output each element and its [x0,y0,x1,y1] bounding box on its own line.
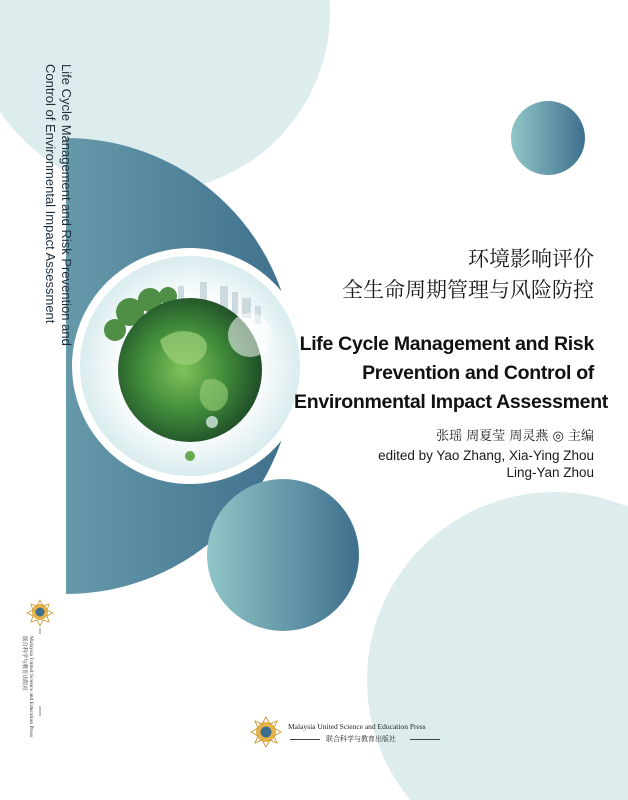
vertical-title-line1: Life Cycle Management and Risk Prevention and [59,64,74,346]
title-cn-line1: 环境影响评价 [468,247,594,271]
title-en-line3: Environmental Impact Assessment [294,391,609,413]
publisher-rule-right [410,739,440,740]
publisher-logo-vertical [27,600,53,626]
publisher-vertical-en: Malaysia United Science and Education Press [28,636,34,737]
publisher-vertical [20,636,34,736]
small-teal-circle [511,101,585,175]
globe-image [72,248,308,484]
authors-cn: 张瑶 周夏莹 周灵燕 ◎ 主编 [436,429,594,444]
publisher-name-en: Malaysia United Science and Education Press [288,722,426,731]
title-en [294,330,609,417]
title-en-line1: Life Cycle Management and Risk [299,333,594,355]
title-cn-line2: 全生命周期管理与风险防控 [342,278,594,302]
publisher-rule-left [290,739,320,740]
vertical-title-line2: Control of Environmental Impact Assessment [43,64,58,324]
publisher-vertical-cn: 联合科学与教育出版社 [21,636,27,692]
editors [378,447,594,481]
publisher-logo-bottom [251,717,281,747]
pale-circle-bottom [367,492,628,800]
publisher-name-cn: 联合科学与教育出版社 [326,735,396,743]
vertical-title [34,64,74,354]
editors-line1: edited by Yao Zhang, Xia-Ying Zhou [378,448,594,463]
title-en-line2: Prevention and Control of [362,362,594,384]
bottom-teal-circle [207,479,359,631]
editors-line2: Ling-Yan Zhou [506,465,594,480]
